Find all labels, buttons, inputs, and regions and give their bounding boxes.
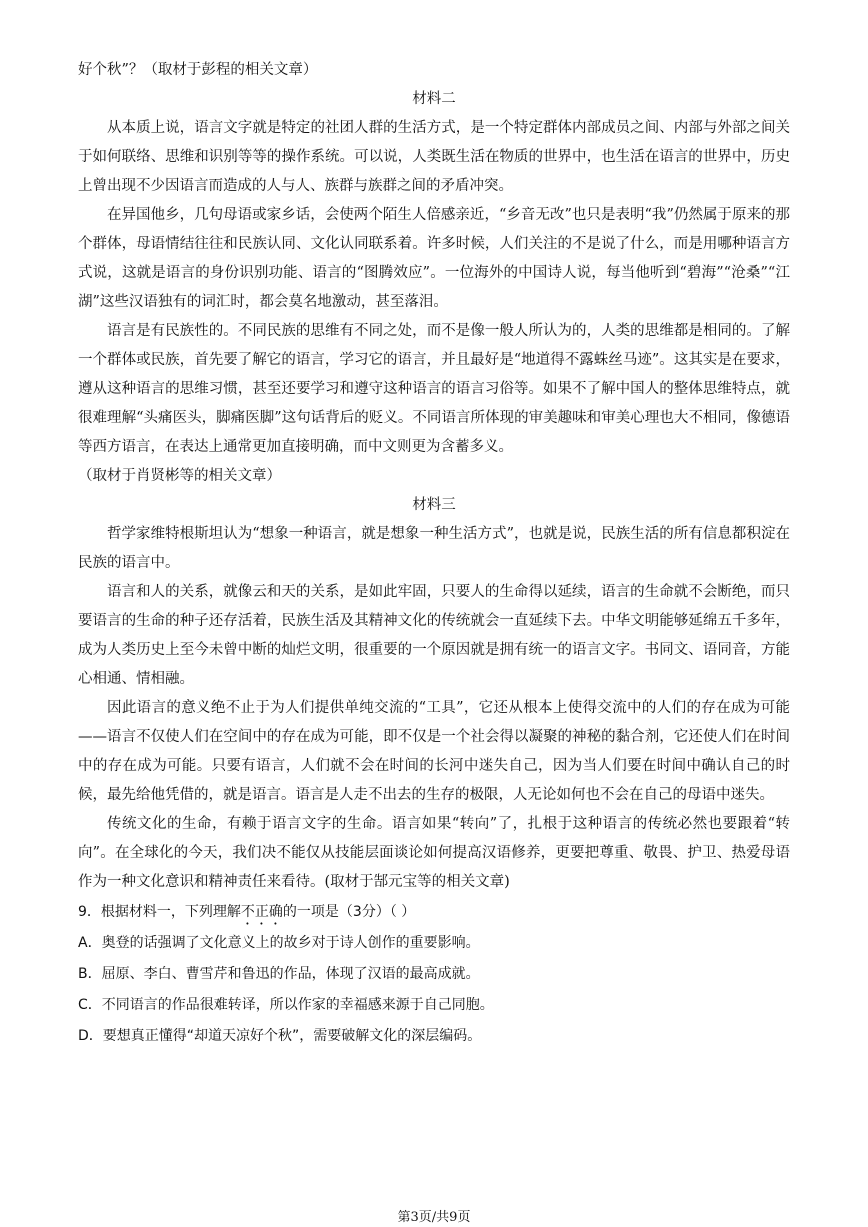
question-option-c: C．不同语言的作品很难转译，所以作家的幸福感来源于自己同胞。 bbox=[78, 997, 494, 1013]
intro-line: 好个秋”？（取材于彭程的相关文章） bbox=[78, 62, 318, 78]
material3-paragraph: 传统文化的生命，有赖于语言文字的生命。语言如果“转向”了，扎根于这种语言的传统必然也要跟着“转向”。在全球化的今天，我们决不能仅从技能层面谈论如何提高汉语修养，更要把尊重、敬畏、护卫、热爱母语作为一种文化意识和精神责任来看待。(取材于郜元宝等的相关文章) bbox=[78, 816, 790, 890]
material3-paragraph: 哲学家维特根斯坦认为“想象一种语言，就是想象一种生活方式”，也就是说，民族生活的所有信息都积淀在民族的语言中。 bbox=[78, 526, 790, 571]
material3-paragraph: 因此语言的意义绝不止于为人们提供单纯交流的“工具”，它还从根本上使得交流中的人们的存在成为可能——语言不仅使人们在空间中的存在成为可能，即不仅是一个社会得以凝聚的神秘的黏合剂，它还使人们在时间中的存在成为可能。只要有语言，人们就不会在时间的长河中迷失自己，因为当人们要在时间中确认自己的时候，最先给他凭借的，就是语言。语言是人走不出去的生存的极限，人无论如何也不会在自己的母语中迷失。 bbox=[78, 700, 790, 803]
document-page bbox=[78, 56, 790, 1052]
material2-paragraph: 从本质上说，语言文字就是特定的社团人群的生活方式，是一个特定群体内部成员之间、内部与外部之间关于如何联络、思维和识别等等的操作系统。可以说，人类既生活在物质的世界中，也生活在语言的世界中，历史上曾出现不少因语言而造成的人与人、族群与族群之间的矛盾冲突。 bbox=[78, 120, 790, 194]
question-option-a: A．奥登的话强调了文化意义上的故乡对于诗人创作的重要影响。 bbox=[78, 935, 480, 951]
material3-title: 材料三 bbox=[412, 497, 456, 513]
material2-paragraph: 语言是有民族性的。不同民族的思维有不同之处，而不是像一般人所认为的，人类的思维都是相同的。了解一个群体或民族，首先要了解它的语言，学习它的语言，并且最好是“地道得不露蛛丝马迹”。这其实是在要求，遵从这种语言的思维习惯，甚至还要学习和遵守这种语言的语言习俗等。如果不了解中国人的整体思维特点，就很难理解“头痛医头，脚痛医脚”这句话背后的贬义。不同语言所体现的审美趣味和审美心理也大不相同，像德语等西方语言，在表达上通常更加直接明确，而中文则更为含蓄多义。 bbox=[78, 323, 790, 455]
question-stem bbox=[78, 897, 790, 928]
question-emphasis: 不正确 bbox=[240, 904, 283, 920]
question-option-b: B．屈原、李白、曹雪芹和鲁迅的作品，体现了汉语的最高成就。 bbox=[78, 966, 480, 982]
question-stem-suffix: 的一项是（3分）（ ） bbox=[282, 904, 416, 920]
material2-paragraph: 在异国他乡，几句母语或家乡话，会使两个陌生人倍感亲近，“乡音无改”也只是表明“我”仍然属于原来的那个群体，母语情结往往和民族认同、文化认同联系着。许多时候，人们关注的不是说了什么，而是用哪种语言方式说，这就是语言的身份识别功能、语言的“图腾效应”。一位海外的中国诗人说，每当他听到“碧海”“沧桑”“江湖”这些汉语独有的词汇时，都会莫名地激动，甚至落泪。 bbox=[78, 207, 790, 310]
question-option-d: D．要想真正懂得“却道天凉好个秋”，需要破解文化的深层编码。 bbox=[78, 1028, 482, 1044]
page-number: 第3页/共9页 bbox=[397, 1210, 471, 1225]
material2-source: （取材于肖贤彬等的相关文章） bbox=[78, 468, 281, 484]
material2-title: 材料二 bbox=[412, 91, 456, 107]
material3-paragraph: 语言和人的关系，就像云和天的关系，是如此牢固，只要人的生命得以延续，语言的生命就不会断绝，而只要语言的生命的种子还存活着，民族生活及其精神文化的传统就会一直延续下去。中华文明能够延绵五千多年，成为人类历史上至今未曾中断的灿烂文明，很重要的一个原因就是拥有统一的语言文字。书同文、语同音，方能心相通、情相融。 bbox=[78, 584, 790, 687]
question-stem-prefix: 9．根据材料一，下列理解 bbox=[78, 904, 241, 920]
